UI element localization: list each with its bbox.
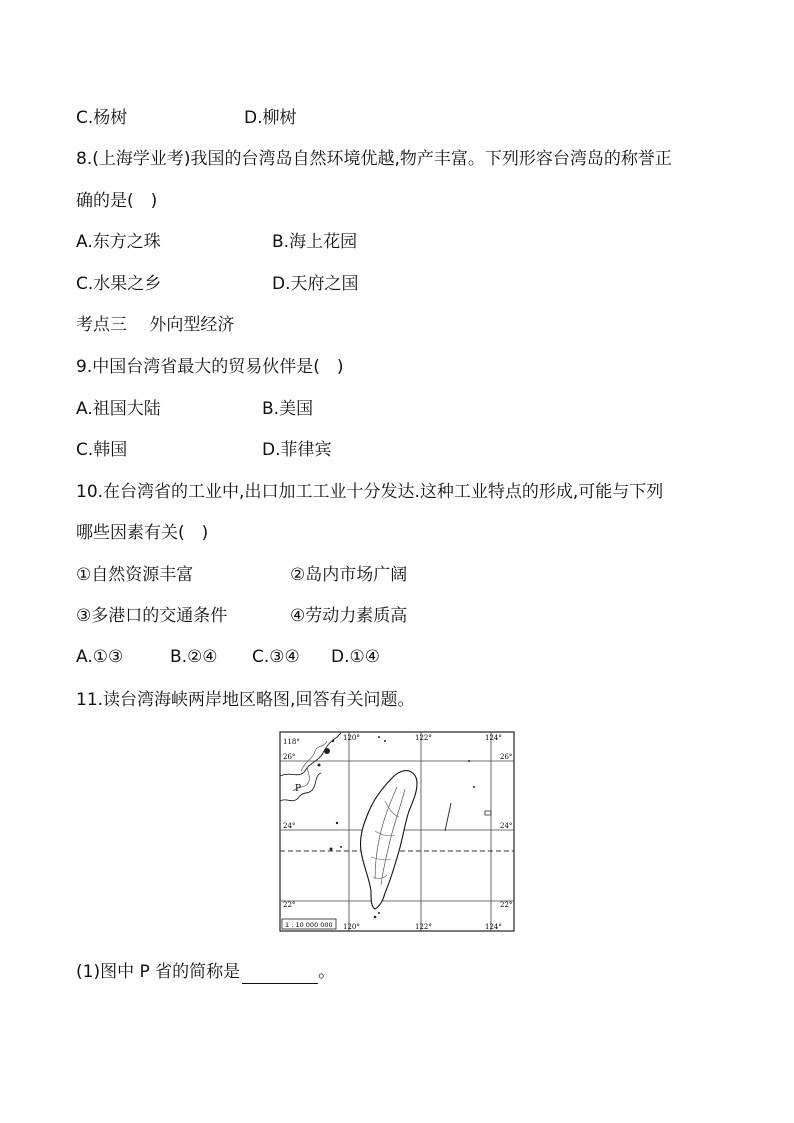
q8-stem-line1: 8.(上海学业考)我国的台湾岛自然环境优越,物产丰富。下列形容台湾岛的称誉正 <box>76 149 672 169</box>
q8-option-c: C.水果之乡 <box>76 274 162 294</box>
taiwan-strait-map <box>279 731 515 932</box>
q9-stem: 9.中国台湾省最大的贸易伙伴是( ) <box>76 357 344 377</box>
q7-option-c: C.杨树 <box>76 108 128 128</box>
label-24-left: 24° <box>283 822 296 830</box>
label-122-bottom: 122° <box>415 923 432 931</box>
q10-item-1: ①自然资源丰富 <box>76 565 194 585</box>
q10-stem-line1: 10.在台湾省的工业中,出口加工工业十分发达.这种工业特点的形成,可能与下列 <box>76 482 664 502</box>
label-124-top: 124° <box>485 734 502 742</box>
label-26-right: 26° <box>500 753 513 761</box>
label-124-bottom: 124° <box>485 923 502 931</box>
q9-option-d: D.菲律宾 <box>262 440 332 460</box>
q10-item-2: ②岛内市场广阔 <box>290 565 408 585</box>
q10-item-4: ④劳动力素质高 <box>290 606 408 626</box>
q9-option-a: A.祖国大陆 <box>76 399 161 419</box>
q8-option-a: A.东方之珠 <box>76 232 161 252</box>
label-118: 118° <box>283 738 300 746</box>
label-24-right: 24° <box>500 822 513 830</box>
q11-sub1-suffix: 。 <box>318 962 336 982</box>
q10-option-b: B.②④ <box>170 647 218 667</box>
q11-sub1-prefix: (1)图中 P 省的简称是 <box>76 962 241 982</box>
q9-option-b: B.美国 <box>262 399 314 419</box>
q10-item-3: ③多港口的交通条件 <box>76 606 228 626</box>
section-title: 考点三 外向型经济 <box>76 315 235 335</box>
label-120-bottom: 120° <box>343 923 360 931</box>
q11-stem: 11.读台湾海峡两岸地区略图,回答有关问题。 <box>76 690 415 710</box>
scale-label: 1 : 10 000 000 <box>285 921 333 929</box>
label-26-left: 26° <box>283 753 296 761</box>
q10-option-a: A.①③ <box>76 647 124 667</box>
q8-option-d: D.天府之国 <box>272 274 359 294</box>
label-22-right: 22° <box>500 901 513 909</box>
q8-stem-line2: 确的是( ) <box>76 191 158 211</box>
label-province-p: P <box>295 784 302 794</box>
answer-blank[interactable] <box>242 965 318 984</box>
q8-option-b: B.海上花园 <box>272 232 358 252</box>
q7-option-d: D.柳树 <box>244 108 297 128</box>
q10-stem-line2: 哪些因素有关( ) <box>76 523 209 543</box>
q10-option-d: D.①④ <box>331 647 380 667</box>
q9-option-c: C.韩国 <box>76 440 128 460</box>
label-122-top: 122° <box>415 734 432 742</box>
q10-option-c: C.③④ <box>252 647 300 667</box>
q11-sub1 <box>76 960 335 984</box>
label-120-top: 120° <box>343 734 360 742</box>
label-22-left: 22° <box>283 901 296 909</box>
